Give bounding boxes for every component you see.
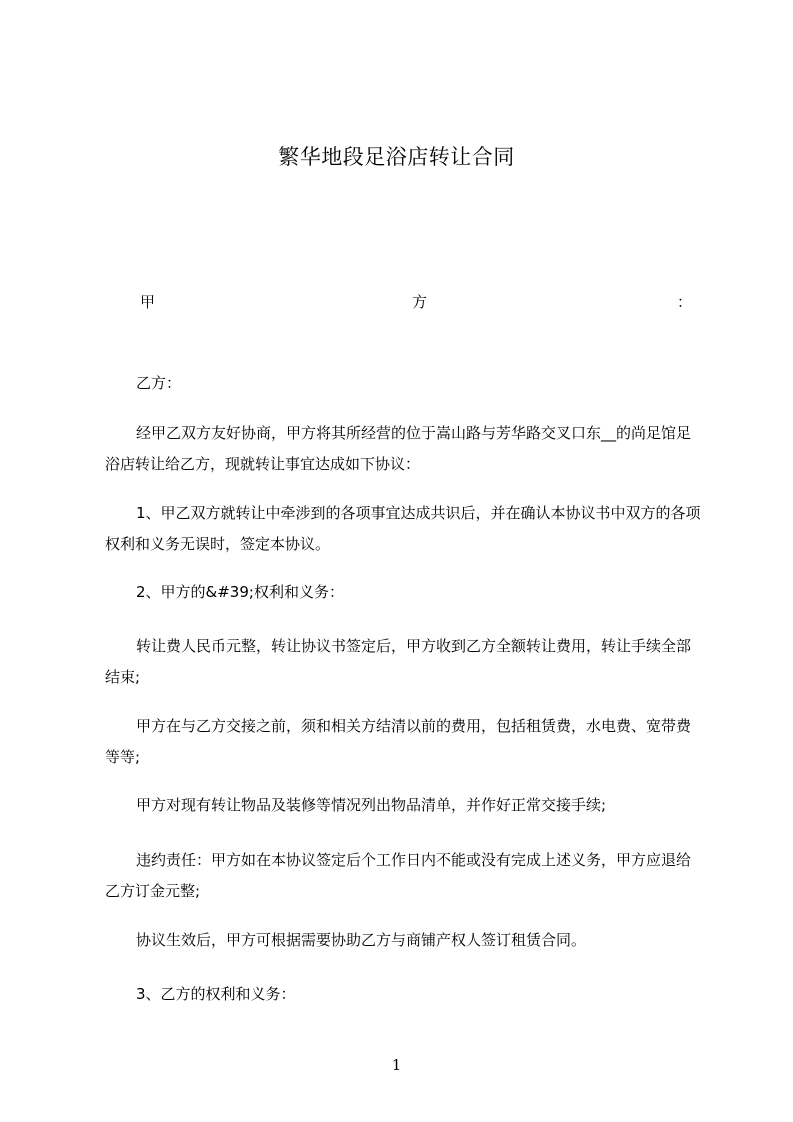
paragraph-settle-fees: 甲方在与乙方交接之前，须和相关方结清以前的费用，包括租赁费，水电费、宽带费等等; — [105, 717, 692, 766]
party-a-line — [140, 291, 700, 313]
paragraph-intro: 经甲乙双方友好协商，甲方将其所经营的位于嵩山路与芳华路交叉口东__的尚足馆足浴店转让给乙方，现就转让事宜达成如下协议： — [105, 424, 692, 473]
paragraph-item-list: 甲方对现有转让物品及装修等情况列出物品清单，并作好正常交接手续; — [136, 796, 607, 814]
paragraph-lease-assist: 协议生效后，甲方可根据需要协助乙方与商铺产权人签订租赁合同。 — [136, 931, 587, 949]
page-number: 1 — [391, 1056, 402, 1074]
paragraph-breach-liability: 违约责任：甲方如在本协议签定后个工作日内不能或没有完成上述义务，甲方应退给乙方订金元整; — [105, 851, 692, 900]
party-a-char-jia: 甲 — [140, 293, 156, 311]
party-a-char-fang: 方 — [412, 293, 428, 311]
party-b-line: 乙方： — [136, 374, 182, 392]
paragraph-clause-1: 1、甲乙双方就转让中牵涉到的各项事宜达成共识后，并在确认本协议书中双方的各项权利和义务无误时，签定本协议。 — [105, 504, 701, 553]
document-title: 繁华地段足浴店转让合同 — [278, 145, 515, 169]
party-a-colon: ： — [676, 293, 692, 311]
paragraph-clause-2-heading: 2、甲方的&#39;权利和义务： — [136, 583, 344, 601]
paragraph-clause-3-heading: 3、乙方的权利和义务： — [136, 985, 296, 1003]
paragraph-transfer-fee: 转让费人民币元整，转让协议书签定后，甲方收到乙方全额转让费用，转让手续全部结束; — [105, 637, 692, 686]
